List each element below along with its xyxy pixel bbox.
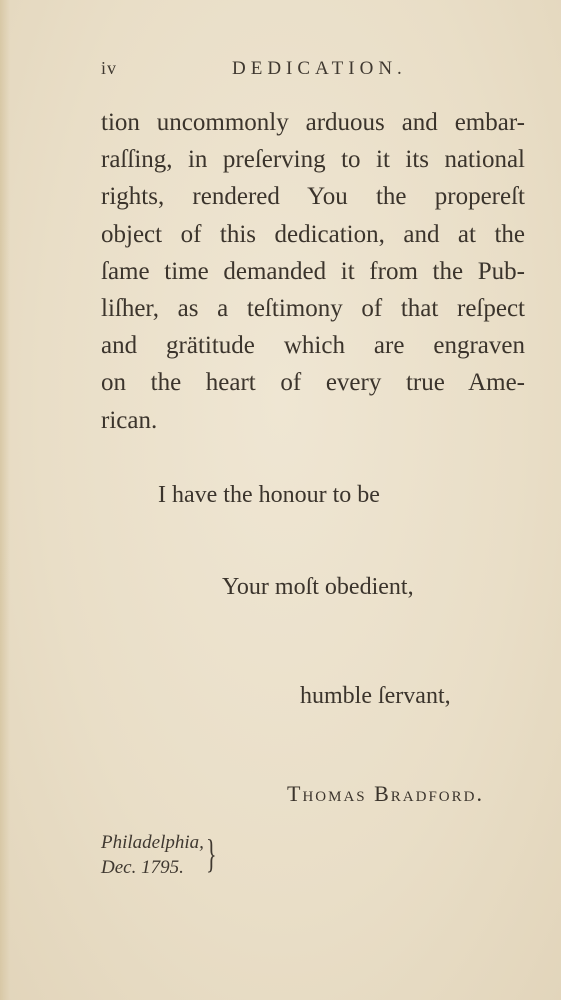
body-line: on the heart of every true Ame- [101,369,525,397]
body-line: object of this dedication, and at the [101,220,525,248]
page-header [0,58,561,84]
valediction-line-2: humble ſervant, [300,683,451,709]
place-text: Philadelphia, [101,832,204,853]
body-line: rights, rendered You the propereſt [101,183,525,211]
signature-name: Thomas Bradford. [287,781,484,806]
page-number: iv [101,58,118,78]
body-line: liſher, as a teſtimony of that reſpect [101,294,525,322]
body-line: and grätitude which are engraven [101,332,525,360]
body-line: rican. [101,406,158,434]
page-edge-shadow [0,0,10,1000]
body-line: ſame time demanded it from the Pub- [101,257,525,285]
right-brace-glyph: } [206,831,217,876]
closing-phrase: I have the honour to be [158,482,380,508]
body-line: tion uncommonly arduous and embar- [101,109,525,136]
running-head: DEDICATION. [232,58,407,79]
dedication-body [101,104,525,439]
place-date-block [101,830,204,880]
date-text: Dec. 1795. [101,857,184,878]
valediction-line-1: Your moſt obedient, [222,574,414,600]
body-line: raſſing, in preſerving to it its national [101,146,525,174]
